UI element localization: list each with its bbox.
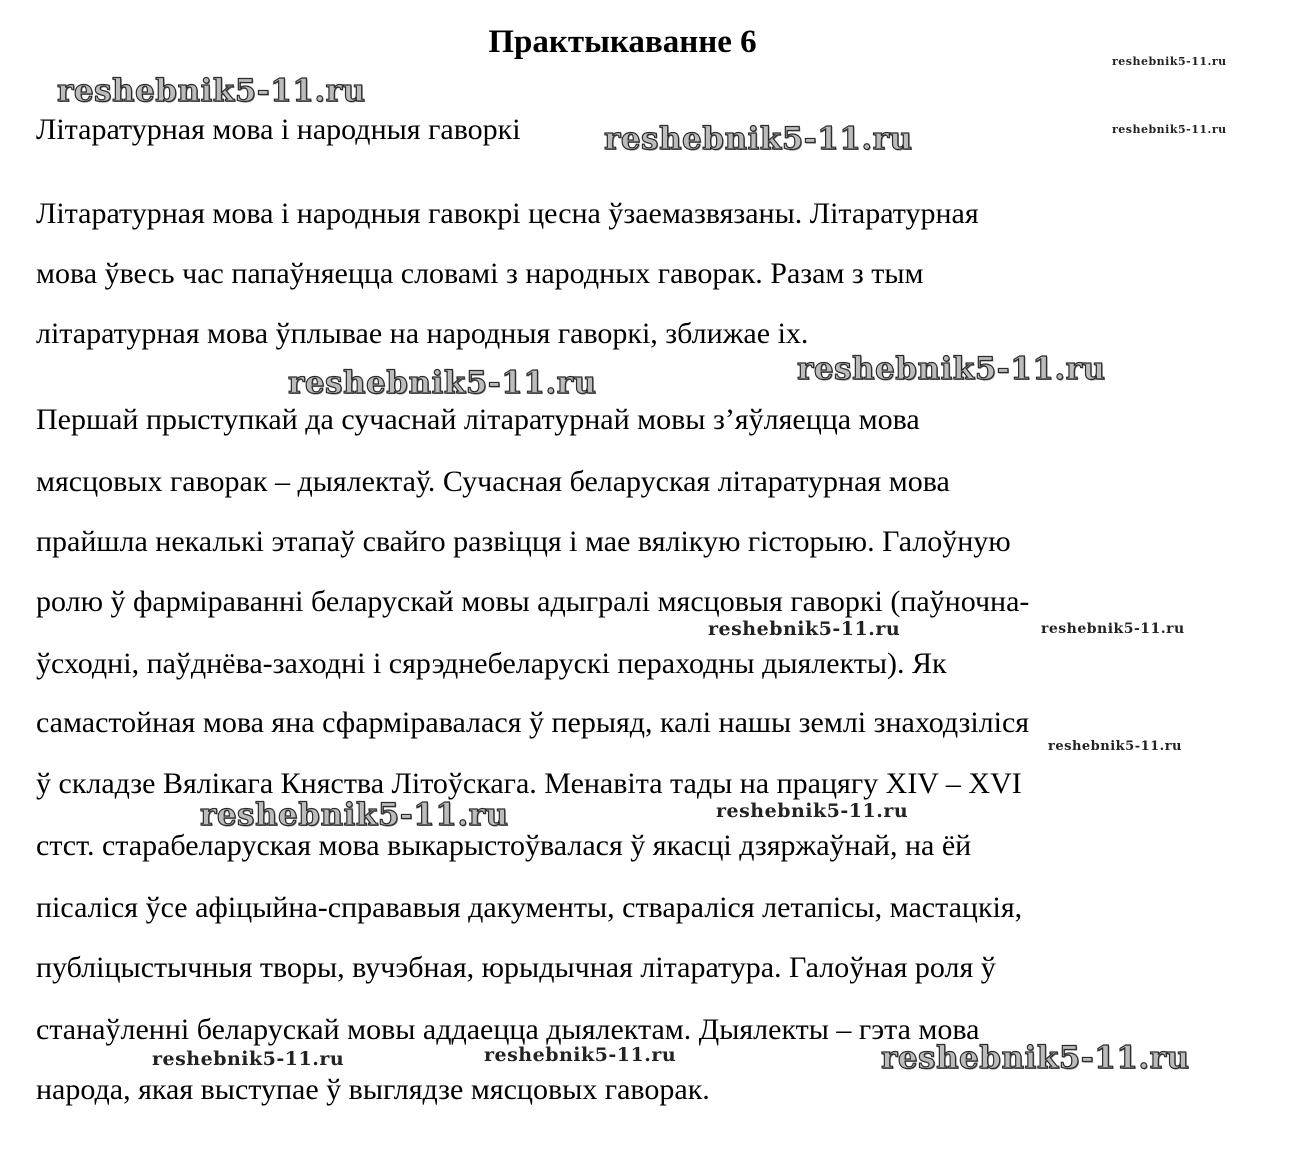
watermark: reshebnik5-11.ru bbox=[604, 121, 913, 157]
watermark: reshebnik5-11.ru bbox=[152, 1048, 345, 1070]
paragraph-line: стст. старабеларуская мова выкарыстоўвалася ў якасці дзяржаўнай, на ёй bbox=[36, 829, 972, 862]
paragraph-line: станаўленні беларускай мовы аддаецца дыялектам. Дыялекты – гэта мова bbox=[36, 1013, 980, 1046]
paragraph-line: публіцыстычныя творы, вучэбная, юрыдычная літаратура. Галоўная роля ў bbox=[36, 951, 996, 984]
watermark: reshebnik5-11.ru bbox=[881, 1040, 1190, 1076]
section-subtitle: Літаратурная мова і народныя гаворкі bbox=[36, 113, 521, 146]
watermark: reshebnik5-11.ru bbox=[716, 800, 909, 822]
paragraph-line: прайшла некалькі этапаў свайго развіцця і мае вялікую гісторыю. Галоўную bbox=[36, 525, 1011, 558]
paragraph-line: пісаліся ўсе афіцыйна-справавыя дакументы, ствараліся летапісы, мастацкія, bbox=[36, 891, 1023, 924]
watermark: reshebnik5-11.ru bbox=[1048, 739, 1183, 754]
paragraph-line: ролю ў фарміраванні беларускай мовы адыгралі мясцовыя гаворкі (паўночна- bbox=[36, 585, 1030, 618]
paragraph-line: народа, якая выступае ў выглядзе мясцовых гаворак. bbox=[36, 1073, 710, 1106]
watermark: reshebnik5-11.ru bbox=[200, 797, 509, 833]
paragraph-line: Літаратурная мова і народныя гавокрі цесна ўзаемазвязаны. Літаратурная bbox=[36, 197, 979, 230]
watermark: reshebnik5-11.ru bbox=[484, 1044, 677, 1066]
paragraph-line: Першай прыступкай да сучаснай літаратурнай мовы з’яўляецца мова bbox=[36, 403, 920, 436]
watermark: reshebnik5-11.ru bbox=[1112, 55, 1227, 68]
watermark: reshebnik5-11.ru bbox=[797, 351, 1106, 387]
paragraph-line: ўсходні, паўднёва-заходні і сярэднебеларускі пераходны дыялекты). Як bbox=[36, 647, 947, 680]
paragraph-line: мова ўвесь час папаўняецца словамі з народных гаворак. Разам з тым bbox=[36, 257, 924, 290]
watermark: reshebnik5-11.ru bbox=[708, 618, 901, 640]
watermark: reshebnik5-11.ru bbox=[1112, 123, 1227, 136]
page-title: Практыкаванне 6 bbox=[488, 24, 757, 60]
paragraph-line: самастойная мова яна сфарміравалася ў перыяд, калі нашы землі знаходзіліся bbox=[36, 706, 1030, 739]
watermark: reshebnik5-11.ru bbox=[57, 73, 366, 109]
watermark: reshebnik5-11.ru bbox=[1041, 621, 1185, 637]
paragraph-line: ў складзе Вялікага Княства Літоўскага. Менавіта тады на працягу XIV – XVI bbox=[36, 767, 1022, 800]
watermark: reshebnik5-11.ru bbox=[288, 365, 597, 401]
paragraph-line: мясцовых гаворак – дыялектаў. Сучасная беларуская літаратурная мова bbox=[36, 465, 950, 498]
paragraph-line: літаратурная мова ўплывае на народныя гаворкі, зближае іх. bbox=[36, 317, 809, 350]
